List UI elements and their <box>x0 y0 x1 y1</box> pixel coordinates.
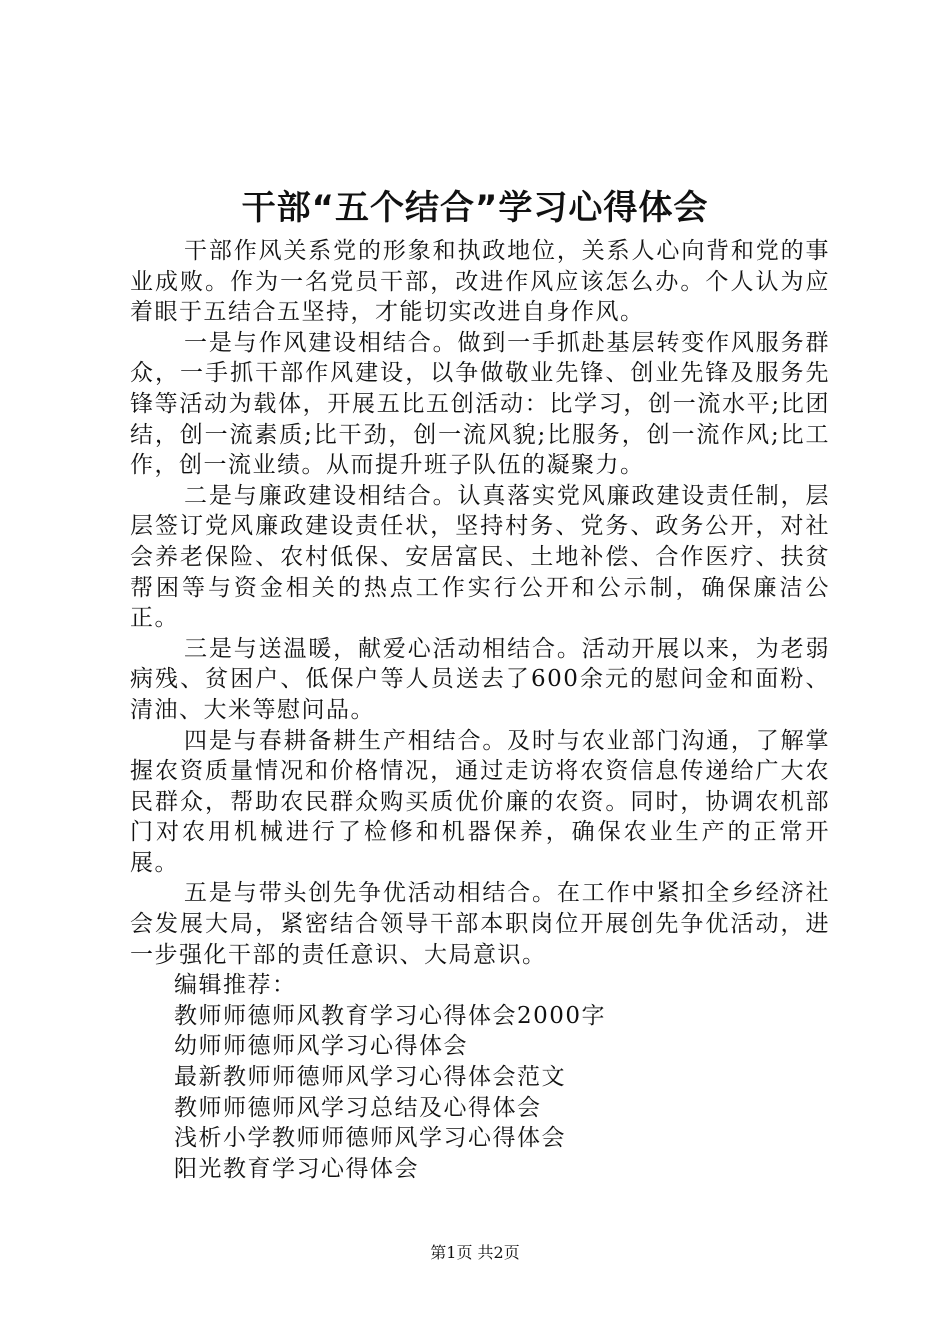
recommend-link-4[interactable]: 教师师德师风学习总结及心得体会 <box>174 1094 542 1121</box>
recommend-link-5[interactable]: 浅析小学教师师德师风学习心得体会 <box>174 1125 566 1152</box>
paragraph-point-1: 一是与作风建设相结合。做到一手抓赴基层转变作风服务群众，一手抓干部作风建设，以争做敬业先锋、创业先锋及服务先锋等活动为载体，开展五比五创活动：比学习，创一流水平;比团结，创一流素质;比干劲，创一流风貌;比服务，创一流作风;比工作，创一流业绩。从而提升班子队伍的凝聚力。 <box>130 329 830 479</box>
paragraph-intro: 干部作风关系党的形象和执政地位，关系人心向背和党的事业成败。作为一名党员干部，改进作风应该怎么办。个人认为应着眼于五结合五坚持，才能切实改进自身作风。 <box>130 238 830 326</box>
paragraph-point-3: 三是与送温暖，献爱心活动相结合。活动开展以来，为老弱病残、贫困户、低保户等人员送去了600余元的慰问金和面粉、清油、大米等慰问品。 <box>130 635 830 723</box>
paragraph-point-5: 五是与带头创先争优活动相结合。在工作中紧扣全乡经济社会发展大局，紧密结合领导干部本职岗位开展创先争优活动，进一步强化干部的责任意识、大局意识。 <box>130 880 830 968</box>
recommend-link-2[interactable]: 幼师师德师风学习心得体会 <box>174 1033 468 1060</box>
recommend-link-1[interactable]: 教师师德师风教育学习心得体会2000字 <box>174 1002 607 1029</box>
paragraph-point-2: 二是与廉政建设相结合。认真落实党风廉政建设责任制，层层签订党风廉政建设责任状，坚持村务、党务、政务公开，对社会养老保险、农村低保、安居富民、土地补偿、合作医疗、扶贫帮困等与资金相关的热点工作实行公开和公示制，确保廉洁公正。 <box>130 482 830 632</box>
recommend-link-3[interactable]: 最新教师师德师风学习心得体会范文 <box>174 1064 566 1091</box>
document-body <box>130 236 830 1184</box>
recommend-link-6[interactable]: 阳光教育学习心得体会 <box>174 1155 419 1182</box>
document-title: 干部“五个结合”学习心得体会 <box>241 188 709 228</box>
page-number-footer: 第1页 共2页 <box>430 1243 520 1262</box>
recommend-heading: 编辑推荐： <box>174 972 297 999</box>
paragraph-point-4: 四是与春耕备耕生产相结合。及时与农业部门沟通，了解掌握农资质量情况和价格情况，通过走访将农资信息传递给广大农民群众，帮助农民群众购买质优价廉的农资。同时，协调农机部门对农用机械进行了检修和机器保养，确保农业生产的正常开展。 <box>130 727 830 876</box>
